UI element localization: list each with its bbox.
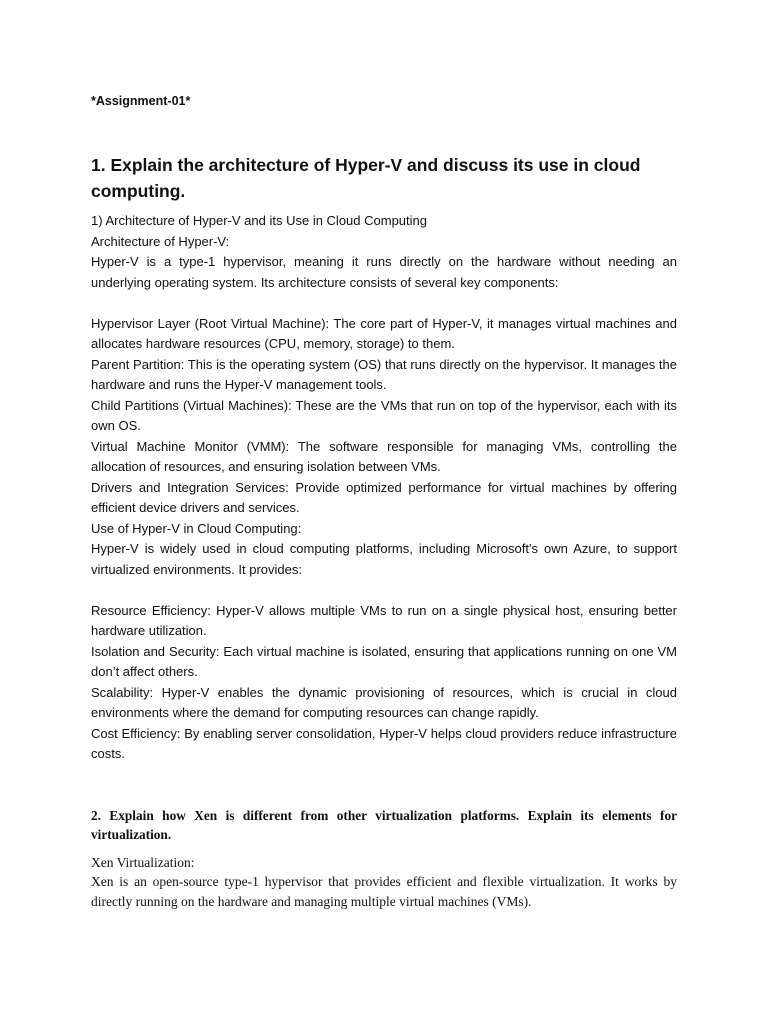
benefit-isolation-security: Isolation and Security: Each virtual machine is isolated, ensuring that applications running on one VM don’t affect others. xyxy=(91,643,677,679)
component-hypervisor-layer: Hypervisor Layer (Root Virtual Machine): The core part of Hyper-V, it manages virtual machines and allocates hardware resources (CPU, memory, storage) to them. xyxy=(91,315,677,351)
section-title: 1) Architecture of Hyper-V and its Use in Cloud Computing xyxy=(91,213,427,228)
xen-subsection-title: Xen Virtualization: xyxy=(91,854,195,870)
assignment-label: *Assignment-01* xyxy=(91,94,191,108)
document-content xyxy=(91,92,677,911)
component-drivers: Drivers and Integration Services: Provide optimized performance for virtual machines by offering efficient device drivers and services. xyxy=(91,479,677,515)
cloud-use-intro: Hyper-V is widely used in cloud computing platforms, including Microsoft's own Azure, to support virtualized environments. It provides: xyxy=(91,541,677,577)
benefit-resource-efficiency: Resource Efficiency: Hyper-V allows multiple VMs to run on a single physical host, ensuring better hardware utilization. xyxy=(91,602,677,638)
blank-line xyxy=(91,293,677,314)
blank-line xyxy=(91,580,677,601)
subsection-title-cloud-use: Use of Hyper-V in Cloud Computing: xyxy=(91,520,302,536)
component-parent-partition: Parent Partition: This is the operating system (OS) that runs directly on the hypervisor. It manages the hardware and runs the Hyper-V management tools. xyxy=(91,356,677,392)
xen-intro-paragraph: Xen is an open-source type-1 hypervisor that provides efficient and flexible virtualization. It works by directly running on the hardware and managing multiple virtual machines (VMs). xyxy=(91,874,677,909)
intro-paragraph: Hyper-V is a type-1 hypervisor, meaning it runs directly on the hardware without needing an underlying operating system. Its architecture consists of several key components: xyxy=(91,254,677,290)
question-1-heading: 1. Explain the architecture of Hyper-V and discuss its use in cloud computing. xyxy=(91,155,641,201)
question-1-body xyxy=(91,211,677,765)
benefit-cost-efficiency: Cost Efficiency: By enabling server consolidation, Hyper-V helps cloud providers reduce infrastructure costs. xyxy=(91,725,677,761)
benefit-scalability: Scalability: Hyper-V enables the dynamic provisioning of resources, which is crucial in cloud environments where the demand for computing resources can change rapidly. xyxy=(91,684,677,720)
question-2-body xyxy=(91,853,677,912)
question-2-heading: 2. Explain how Xen is different from other virtualization platforms. Explain its elements for virtualization. xyxy=(91,807,677,842)
component-child-partitions: Child Partitions (Virtual Machines): These are the VMs that run on top of the hypervisor, each with its own OS. xyxy=(91,397,677,433)
component-vmm: Virtual Machine Monitor (VMM): The software responsible for managing VMs, controlling the allocation of resources, and ensuring isolation between VMs. xyxy=(91,438,677,474)
subsection-title-architecture: Architecture of Hyper-V: xyxy=(91,233,230,249)
